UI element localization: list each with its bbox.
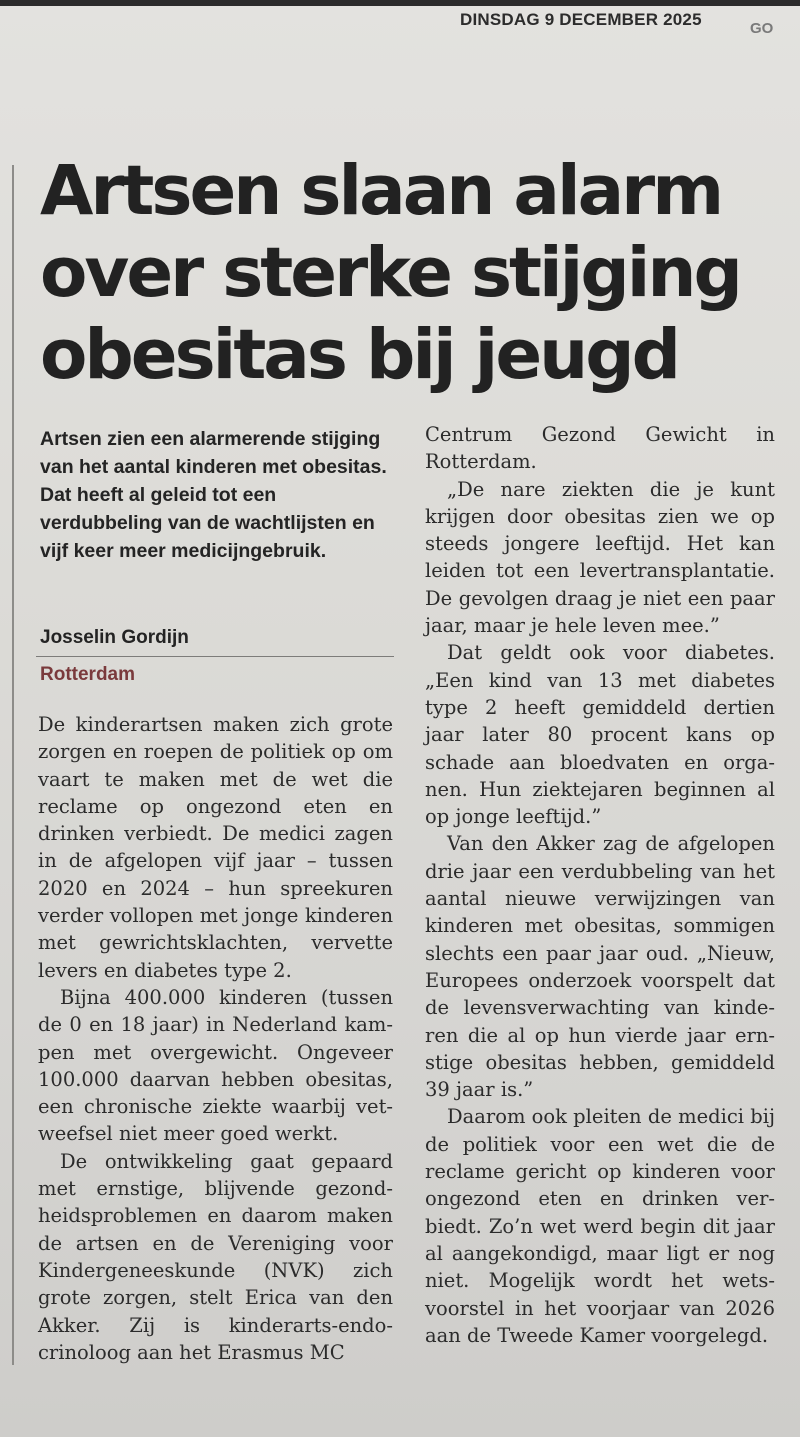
article-dateline: Rotterdam <box>40 664 136 685</box>
body-paragraph: Centrum Gezond Gewicht in Rotterdam. <box>425 423 775 474</box>
article-headline: Artsen slaan alarm over sterke stijging obesitas bij jeugd <box>40 151 740 395</box>
body-paragraph: Van den Akker zag de afgelopen drie jaar een verdubbeling van het aantal nieuwe verwijzingen van kinderen met obesitas, sommigen slechts een paar jaar oud. „Nieuw, Europees onderzoek voorspelt dat de levensverwachting van kinderen die al op hun vierde jaar ernstige obesitas hebben, gemiddeld 39 jaar is.” <box>425 832 775 1102</box>
body-paragraph: „De nare ziekten die je kunt krijgen door obesitas zien we op steeds jongere leeftijd. Het kan leiden tot een levertransplantatie. De gevolgen draag je niet een paar jaar, maar je hele leven mee.” <box>425 477 775 638</box>
body-paragraph: De ontwikkeling gaat gepaard met ernstige, blijvende gezondheidsproblemen en daarom maken de artsen en de Vereniging voor Kindergeneeskunde (NVK) zich grote zorgen, stelt Erica van den Akker. Zij is kinderarts-endocrinoloog aan het Erasmus MC <box>38 1149 393 1364</box>
body-paragraph: Bijna 400.000 kinderen (tussen de 0 en 18 jaar) in Nederland kampen met overgewicht. Ongeveer 100.000 daarvan hebben obesitas, een chronische ziekte waarbij vetweefsel niet meer goed werkt. <box>38 985 393 1146</box>
issue-date: DINSDAG 9 DECEMBER 2025 <box>460 10 702 29</box>
body-paragraph: Dat geldt ook voor diabetes. „Een kind van 13 met diabetes type 2 heeft gemiddeld dertien jaar later 80 procent kans op schade aan bloedvaten en organen. Hun ziektejaren beginnen al op jonge leeftijd.” <box>425 641 775 829</box>
article-intro: Artsen zien een alarmerende stijging van het aantal kinderen met obesitas. Dat heeft al geleid tot een verdubbeling van de wachtlijsten en vijf keer meer medicijngebruik. <box>40 428 387 562</box>
article-column-left <box>38 711 393 1366</box>
author-byline: Josselin Gordijn <box>40 627 189 648</box>
column-rule <box>12 165 14 1365</box>
byline-divider <box>36 656 394 657</box>
page-top-edge <box>0 0 800 6</box>
body-paragraph: De kinderartsen maken zich grote zorgen en roepen de politiek op om vaart te maken met de wet die reclame op ongezond eten en drinken verbiedt. De medici zagen in de afgelopen vijf jaar – tussen 2020 en 2024 – hun spreekuren verder vollopen met jonge kinderen met gewrichtsklachten, vervette levers en diabetes type 2. <box>38 713 393 982</box>
body-paragraph: Daarom ook pleiten de medici bij de politiek voor een wet die de reclame gericht op kinderen voor ongezond eten en drinken verbiedt. Zo’n wet werd begin dit jaar al aangekondigd, maar ligt er nog niet. Mogelijk wordt het wetsvoorstel in het voorjaar van 2026 aan de Tweede Kamer voorgelegd. <box>425 1105 775 1347</box>
section-mark: GO <box>750 20 774 37</box>
article-column-right <box>425 421 775 1349</box>
